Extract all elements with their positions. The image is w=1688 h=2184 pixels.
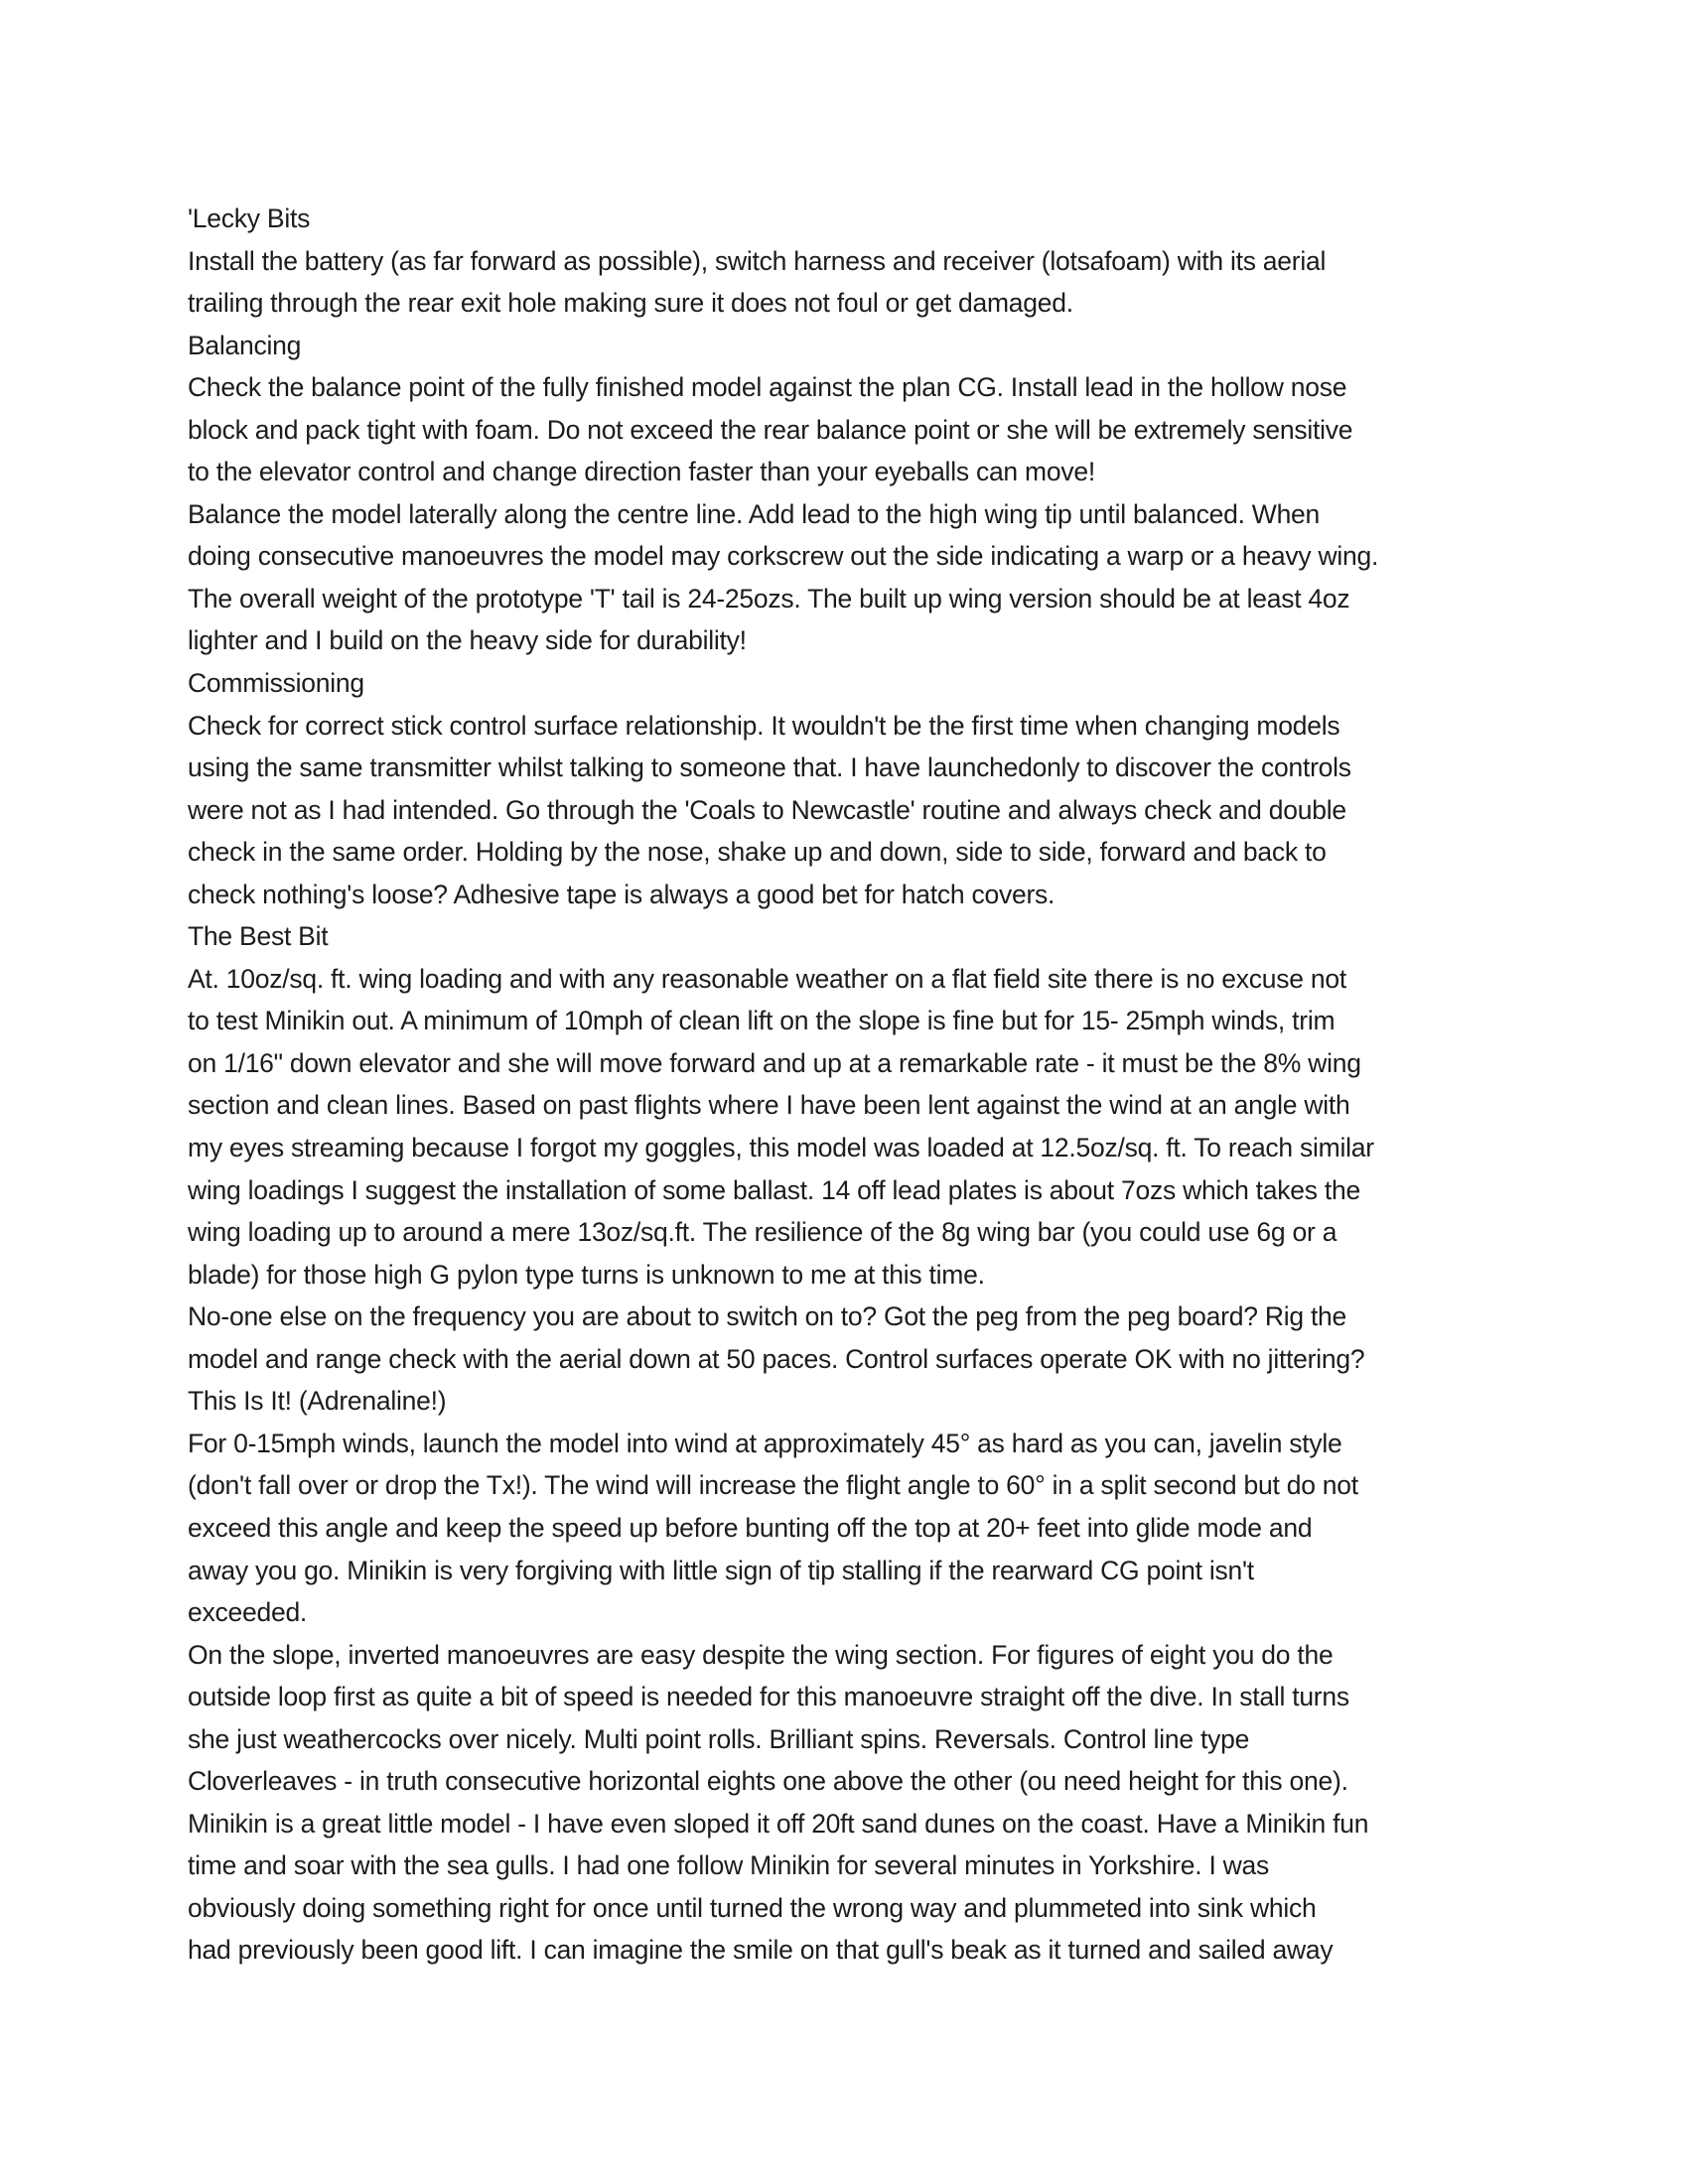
text-line: Cloverleaves - in truth consecutive horizontal eights one above the other (ou need height for this one). bbox=[188, 1766, 1348, 1797]
text-line: The Best Bit bbox=[188, 921, 329, 952]
text-line: using the same transmitter whilst talking to someone that. I have launchedonly to discover the controls bbox=[188, 752, 1351, 783]
text-line: Balancing bbox=[188, 330, 302, 360]
text-line: were not as I had intended. Go through the 'Coals to Newcastle' routine and always check and double bbox=[188, 794, 1346, 825]
text-line: model and range check with the aerial down at 50 paces. Control surfaces operate OK with no jittering? bbox=[188, 1343, 1365, 1374]
text-line: to the elevator control and change direction faster than your eyeballs can move! bbox=[188, 457, 1095, 487]
text-line: exceeded. bbox=[188, 1597, 308, 1628]
text-line: obviously doing something right for once until turned the wrong way and plummeted into sink which bbox=[188, 1892, 1317, 1923]
text-line: Check the balance point of the fully finished model against the plan CG. Install lead in the hollow nose bbox=[188, 372, 1347, 403]
text-line: For 0-15mph winds, launch the model into wind at approximately 45° as hard as you can, javelin style bbox=[188, 1428, 1342, 1458]
text-line: 'Lecky Bits bbox=[188, 204, 311, 233]
text-line: she just weathercocks over nicely. Multi point rolls. Brilliant spins. Reversals. Control line type bbox=[188, 1723, 1250, 1754]
text-line: Check for correct stick control surface relationship. It wouldn't be the first time when changing models bbox=[188, 710, 1340, 741]
text-line: On the slope, inverted manoeuvres are easy despite the wing section. For figures of eight you do the bbox=[188, 1639, 1334, 1670]
text-line: trailing through the rear exit hole making sure it does not foul or get damaged. bbox=[188, 288, 1073, 319]
text-line: outside loop first as quite a bit of speed is needed for this manoeuvre straight off the dive. In stall turns bbox=[188, 1682, 1349, 1712]
text-line: check in the same order. Holding by the nose, shake up and down, side to side, forward and back to bbox=[188, 837, 1327, 868]
text-line: At. 10oz/sq. ft. wing loading and with any reasonable weather on a flat field site there is no excuse not bbox=[188, 963, 1346, 994]
text-line: This Is It! (Adrenaline!) bbox=[188, 1386, 447, 1417]
text-line: Install the battery (as far forward as possible), switch harness and receiver (lotsafoam) with its aerial bbox=[188, 245, 1327, 276]
text-line: (don't fall over or drop the Tx!). The wind will increase the flight angle to 60° in a split second but do not bbox=[188, 1470, 1358, 1501]
text-line: doing consecutive manoeuvres the model may corkscrew out the side indicating a warp or a heavy wing. bbox=[188, 541, 1379, 572]
document-text-block bbox=[188, 198, 1508, 1972]
text-line: blade) for those high G pylon type turns is unknown to me at this time. bbox=[188, 1259, 985, 1290]
text-line: away you go. Minikin is very forgiving with little sign of tip stalling if the rearward CG point isn't bbox=[188, 1555, 1254, 1585]
text-line: wing loadings I suggest the installation of some ballast. 14 off lead plates is about 7ozs which takes the bbox=[188, 1174, 1360, 1205]
text-line: lighter and I build on the heavy side for durability! bbox=[188, 625, 747, 656]
text-line: section and clean lines. Based on past flights where I have been lent against the wind at an angle with bbox=[188, 1090, 1350, 1121]
text-line: time and soar with the sea gulls. I had one follow Minikin for several minutes in Yorkshire. I was bbox=[188, 1850, 1270, 1881]
text-line: my eyes streaming because I forgot my goggles, this model was loaded at 12.5oz/sq. ft. To reach similar bbox=[188, 1133, 1374, 1163]
text-line: Balance the model laterally along the centre line. Add lead to the high wing tip until balanced. When bbox=[188, 498, 1321, 529]
text-line: The overall weight of the prototype 'T' tail is 24-25ozs. The built up wing version should be at least 4oz bbox=[188, 583, 1350, 614]
text-line: wing loading up to around a mere 13oz/sq.ft. The resilience of the 8g wing bar (you could use 6g or a bbox=[188, 1217, 1337, 1248]
text-line: block and pack tight with foam. Do not exceed the rear balance point or she will be extremely sensitive bbox=[188, 414, 1353, 445]
text-line: Minikin is a great little model - I have even sloped it off 20ft sand dunes on the coast. Have a Minikin fun bbox=[188, 1808, 1369, 1839]
text-line: on 1/16" down elevator and she will move forward and up at a remarkable rate - it must be the 8% wing bbox=[188, 1047, 1361, 1078]
text-line: check nothing's loose? Adhesive tape is always a good bet for hatch covers. bbox=[188, 879, 1055, 909]
text-line: exceed this angle and keep the speed up before bunting off the top at 20+ feet into glide mode and bbox=[188, 1512, 1313, 1543]
text-line: to test Minikin out. A minimum of 10mph of clean lift on the slope is fine but for 15- 25mph winds, trim bbox=[188, 1006, 1336, 1036]
text-line: No-one else on the frequency you are about to switch on to? Got the peg from the peg board? Rig the bbox=[188, 1301, 1347, 1332]
text-line: Commissioning bbox=[188, 668, 364, 699]
text-line: had previously been good lift. I can imagine the smile on that gull's beak as it turned and sailed away bbox=[188, 1935, 1334, 1966]
